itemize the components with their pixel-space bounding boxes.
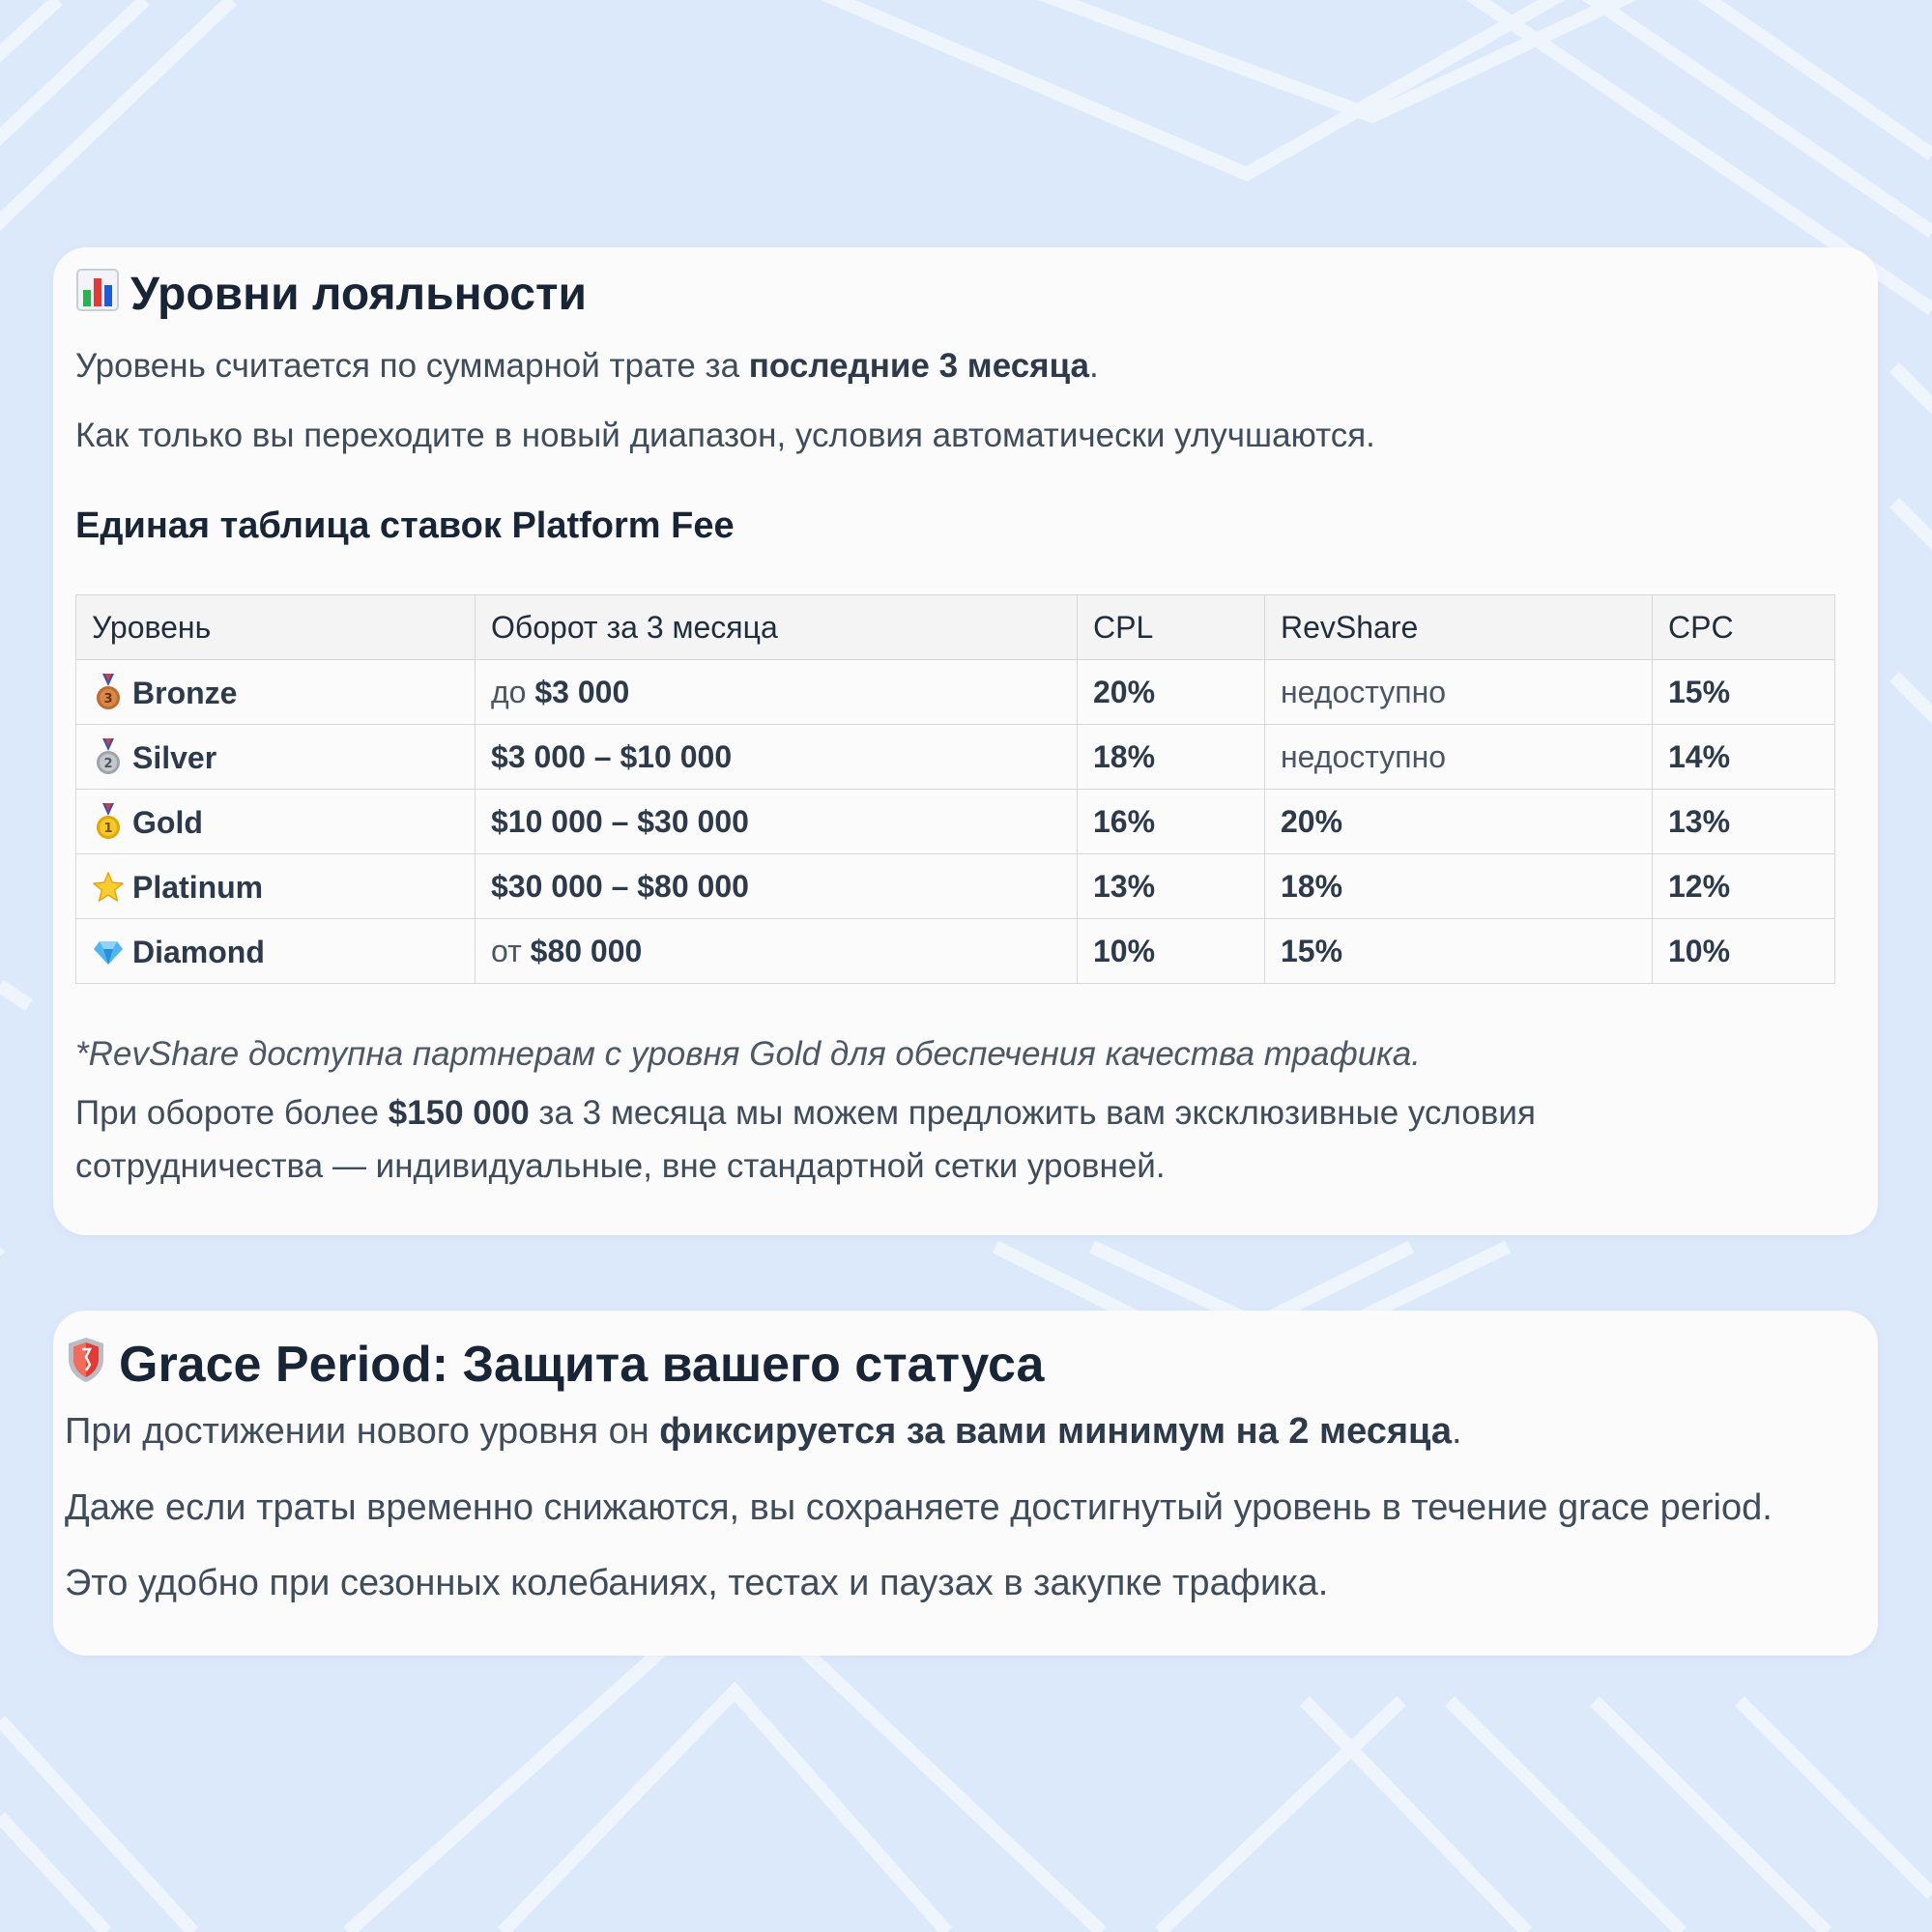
cpl-cell: 16% (1078, 790, 1265, 854)
tier-cell: Platinum (76, 854, 476, 919)
loyalty-levels-card (53, 247, 1878, 1235)
cpc-cell: 12% (1653, 854, 1835, 919)
exclusive-terms-text: При обороте более $150 000 за 3 месяца мы можем предложить вам эксклюзивные условия сотрудничества — индивидуальные, вне стандартной сетки уровней. (75, 1094, 1536, 1185)
turnover-cell: $30 000 – $80 000 (476, 854, 1078, 919)
revshare-footnote: *RevShare доступна партнерам с уровня Gold для обеспечения качества трафика. (75, 1035, 1421, 1073)
cpc-cell: 14% (1653, 725, 1835, 790)
bronze-medal-icon (92, 673, 125, 711)
level-calculation-text: Уровень считается по суммарной трате за последние 3 месяца. (75, 347, 1099, 385)
cpl-cell: 13% (1078, 854, 1265, 919)
table-header-row (76, 595, 1835, 660)
svg-text:2: 2 (103, 757, 113, 771)
loyalty-title: Уровни лояльности (76, 261, 587, 331)
tier-cell: Diamond (76, 919, 476, 984)
table-row-platinum (76, 854, 1835, 919)
shield-icon (65, 1331, 107, 1404)
cpc-cell: 15% (1653, 660, 1835, 725)
grace-period-card (53, 1311, 1878, 1656)
gold-medal-icon (92, 802, 125, 841)
turnover-cell: до $3 000 (476, 660, 1078, 725)
turnover-cell: $3 000 – $10 000 (476, 725, 1078, 790)
diamond-icon (92, 932, 125, 970)
column-header-revshare: RevShare (1265, 595, 1653, 660)
column-header-level: Уровень (76, 595, 476, 660)
revshare-cell: недоступно (1265, 660, 1653, 725)
svg-text:1: 1 (103, 822, 113, 836)
auto-upgrade-text: Как только вы переходите в новый диапазон, условия автоматически улучшаются. (75, 417, 1375, 454)
grace-period-title: Grace Period: Защита вашего статуса (65, 1328, 1044, 1404)
table-row-gold (76, 790, 1835, 854)
cpl-cell: 20% (1078, 660, 1265, 725)
table-row-silver (76, 725, 1835, 790)
cpl-cell: 18% (1078, 725, 1265, 790)
turnover-cell: от $80 000 (476, 919, 1078, 984)
table-title: Единая таблица ставок Platform Fee (75, 505, 735, 546)
exclusive-threshold: $150 000 (388, 1094, 530, 1132)
column-header-cpc: CPC (1653, 595, 1835, 660)
cpc-cell: 13% (1653, 790, 1835, 854)
grace-retention-text: Даже если траты временно снижаются, вы сохраняете достигнутый уровень в течение grace period. (65, 1487, 1773, 1528)
silver-medal-icon (92, 737, 125, 776)
column-header-cpl: CPL (1078, 595, 1265, 660)
fixation-emphasis: фиксируется за вами минимум на 2 месяца (659, 1411, 1452, 1452)
cpl-cell: 10% (1078, 919, 1265, 984)
table-row-bronze (76, 660, 1835, 725)
revshare-cell: 20% (1265, 790, 1653, 854)
grace-benefit-text: Это удобно при сезонных колебаниях, тестах и паузах в закупке трафика. (65, 1563, 1329, 1603)
star-icon (92, 867, 125, 906)
tier-cell: 1 Gold (76, 790, 476, 854)
table-row-diamond (76, 919, 1835, 984)
bar-chart-icon (76, 263, 119, 331)
turnover-cell: $10 000 – $30 000 (476, 790, 1078, 854)
period-emphasis: последние 3 месяца (748, 347, 1090, 385)
platform-fee-table (75, 594, 1835, 984)
revshare-cell: 18% (1265, 854, 1653, 919)
column-header-turnover: Оборот за 3 месяца (476, 595, 1078, 660)
revshare-cell: недоступно (1265, 725, 1653, 790)
cpc-cell: 10% (1653, 919, 1835, 984)
tier-cell: 2 Silver (76, 725, 476, 790)
svg-text:3: 3 (103, 692, 113, 706)
tier-cell: 3 Bronze (76, 660, 476, 725)
grace-fixation-text: При достижении нового уровня он фиксируется за вами минимум на 2 месяца. (65, 1411, 1462, 1452)
revshare-cell: 15% (1265, 919, 1653, 984)
